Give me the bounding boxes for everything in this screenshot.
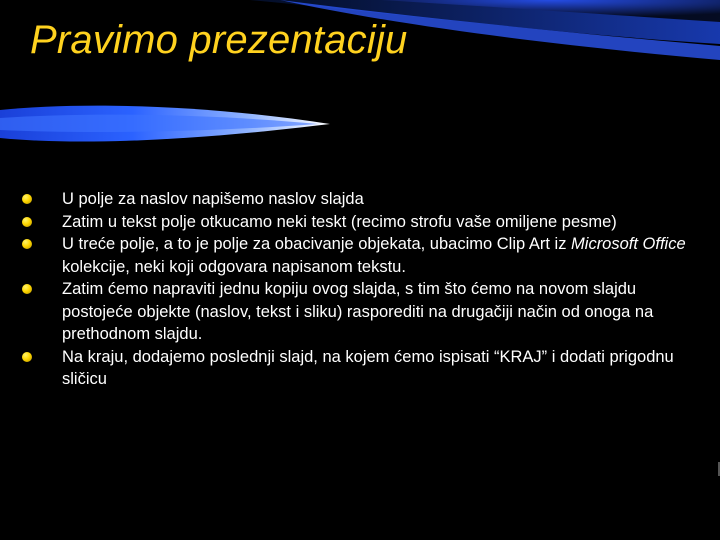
bullet-text: Zatim ćemo napraviti jednu kopiju ovog slajda, s tim što ćemo na novom slajdu postojeće objekte (naslov, tekst i sliku) rasporediti na drugačiji način od onoga na prethodnom slajdu.: [62, 280, 654, 343]
bullet-dot-icon: [22, 352, 32, 362]
bullet-text-emphasis: Microsoft Office: [571, 235, 686, 253]
bullet-item-3: [20, 233, 690, 278]
bullet-item-4: [20, 278, 690, 346]
bullet-text: U polje za naslov napišemo naslov slajda: [62, 190, 364, 208]
slide-title: Pravimo prezentaciju: [30, 18, 408, 62]
bullet-text: Zatim u tekst polje otkucamo neki teskt (recimo strofu vaše omiljene pesme): [62, 212, 617, 231]
bullet-text-before: U treće polje, a to je polje za obacivanje objekata, ubacimo Clip Art iz: [62, 235, 572, 253]
bullet-list: [20, 188, 690, 391]
bullet-dot-icon: [22, 284, 32, 294]
bullet-item-2: [20, 211, 690, 234]
bullet-dot-icon: [22, 239, 32, 249]
bullet-dot-icon: [22, 194, 32, 204]
bullet-dot-icon: [22, 217, 32, 227]
bullet-item-1: [20, 188, 690, 211]
bullet-text-after: kolekcije, neki koji odgovara napisanom tekstu.: [62, 257, 406, 276]
bullet-item-5: [20, 346, 690, 391]
bullet-text: Na kraju, dodajemo poslednji slajd, na kojem ćemo ispisati “KRAJ” i dodati prigodnu sličicu: [62, 347, 674, 388]
